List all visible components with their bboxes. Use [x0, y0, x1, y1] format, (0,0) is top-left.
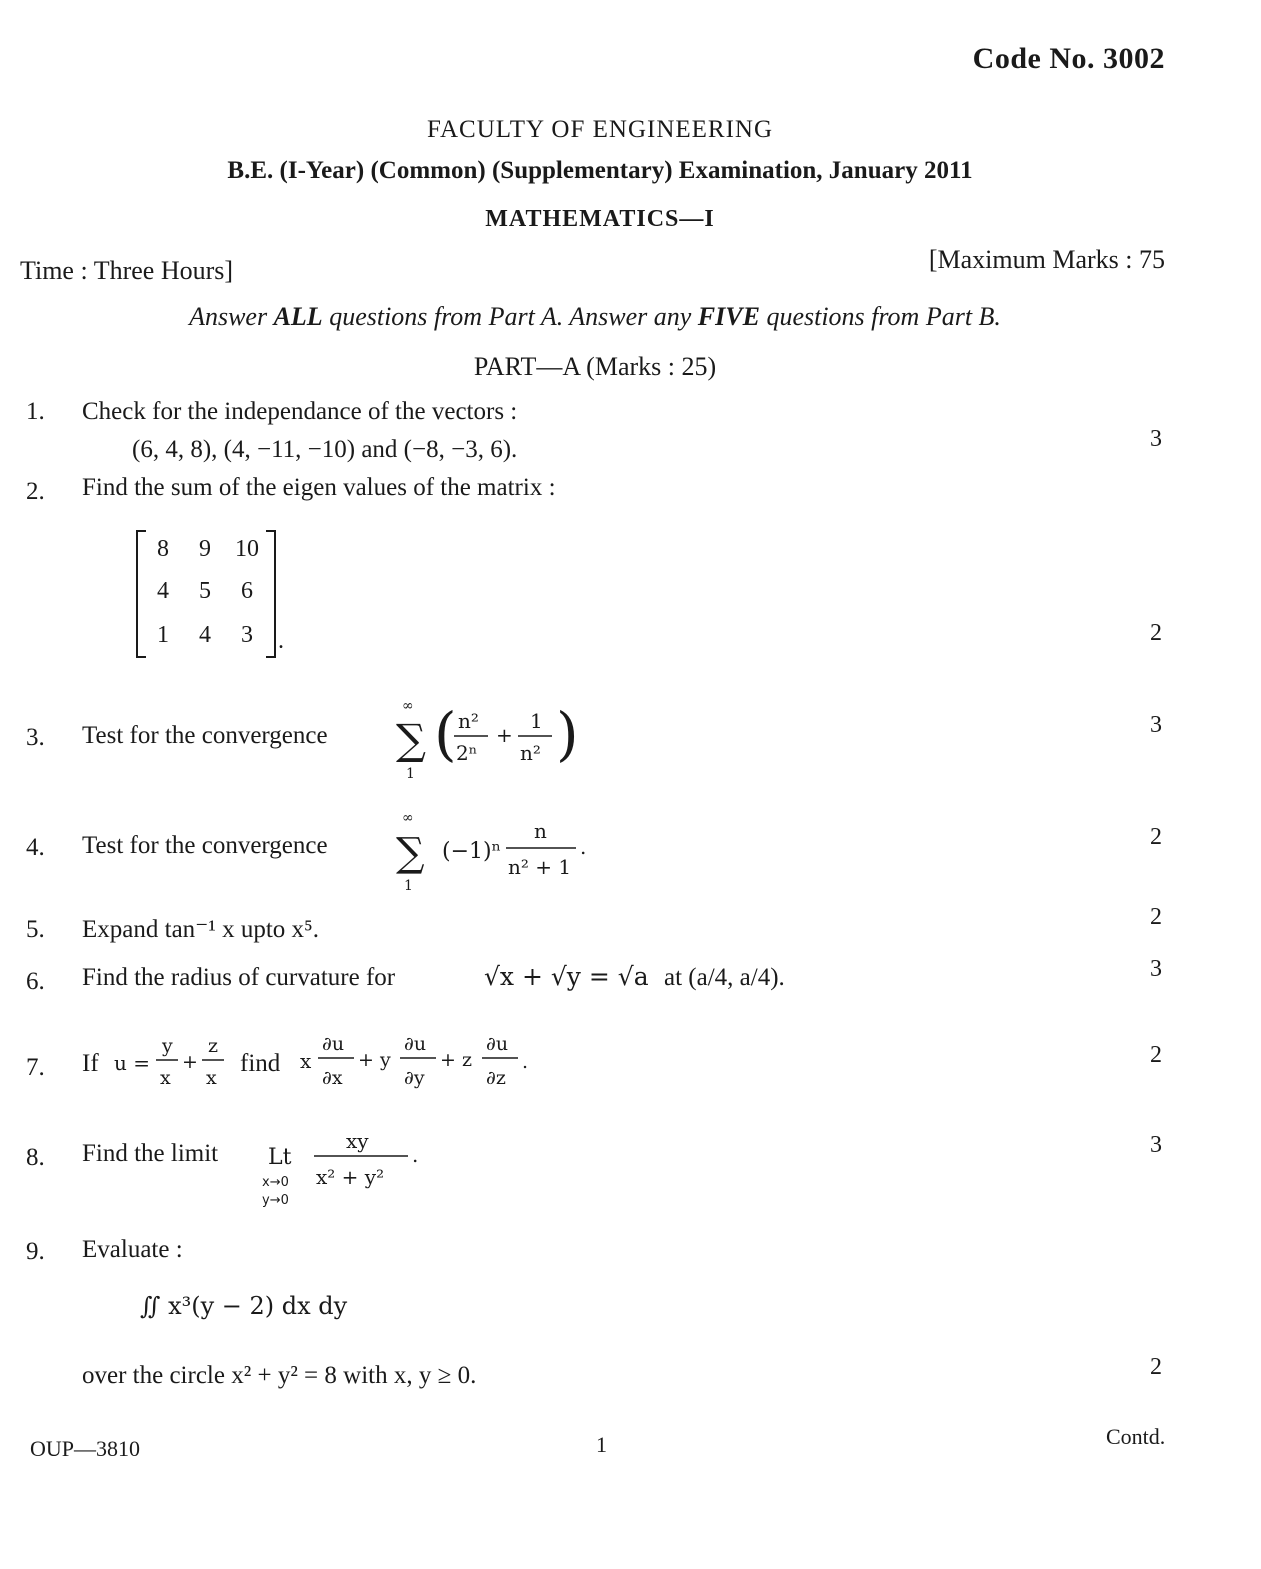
question-number: 3. — [26, 724, 45, 751]
svg-text:+: + — [182, 1051, 198, 1073]
euler-operator-graphic — [300, 1028, 540, 1096]
marks: 3 — [1150, 956, 1162, 982]
svg-text:.: . — [522, 1051, 529, 1073]
svg-text:(−1)ⁿ: (−1)ⁿ — [442, 839, 502, 864]
svg-text:∂y: ∂y — [404, 1067, 425, 1089]
svg-text:(: ( — [434, 700, 457, 768]
svg-text:∑: ∑ — [396, 830, 425, 876]
svg-text:n²: n² — [458, 709, 479, 733]
subject-title: MATHEMATICS—I — [485, 206, 715, 232]
svg-text:∂u: ∂u — [404, 1033, 427, 1055]
exam-page: Code No. 3002 FACULTY OF ENGINEERING B.E. (I-Year) (Common) (Supplementary) Examination, January 2011 MATHEMATICS—I Time : Three Hours] [Maximum Marks : 75 Answer ALL questions from Part A. Answer any FIVE questions from Part B. PART—A (Marks : 25) 1. Check for the independance of the vectors : (6, 4, 8), (4, −11, −10) and (−8, −3, 6). 3 2. Find the sum of the eigen values of the matrix : 8 9 10 4 5 6 1 4 3 . 2 3. Test for the convergence ∞ ∑ 1 ( n² 2ⁿ + 1 n² ) 3 4. Test for the convergence ∞ ∑ 1 (−1)ⁿ n n² + 1 . 2 5. Expand tan⁻¹ x upto x⁵. 2 6. Find the radius of curvature for √x + √y = √a at (a/4, a/4). 3 7. If u = y x + z x find x ∂u ∂x + y ∂u ∂y + z ∂u ∂z . 2 8. Find the limit Lt x→0 y→0 xy x² + y² . 3 9. Evaluate : ∬ x³(y − 2) dx dy over the circle x² + y² = 8 with x, y ≥ 0. 2 OUP—3810 1 Contd. — [0, 0, 1261, 1569]
svg-text:1: 1 — [406, 766, 415, 782]
question-number: 9. — [26, 1238, 45, 1265]
svg-text:+ y: + y — [358, 1049, 391, 1071]
marks: 2 — [1150, 904, 1162, 930]
svg-text:.: . — [412, 1143, 419, 1167]
marks: 3 — [1150, 426, 1162, 452]
svg-text:z: z — [208, 1035, 219, 1057]
question-number: 5. — [26, 916, 45, 943]
svg-text:n² + 1: n² + 1 — [508, 855, 572, 879]
double-integral: ∬ x³(y − 2) dx dy — [140, 1292, 348, 1320]
curve-formula: √x + √y = √a — [484, 962, 649, 991]
svg-text:+ z: + z — [440, 1049, 472, 1071]
svg-text:∂u: ∂u — [322, 1033, 345, 1055]
svg-text:y: y — [162, 1035, 173, 1057]
svg-text:1: 1 — [404, 878, 413, 894]
svg-text:Lt: Lt — [268, 1145, 292, 1170]
page-number: 1 — [596, 1432, 607, 1457]
matrix-bracket-left — [136, 530, 146, 658]
marks: 3 — [1150, 1132, 1162, 1158]
u-fraction-graphic — [114, 1030, 234, 1096]
limit-formula — [262, 1124, 432, 1219]
marks: 2 — [1150, 620, 1162, 646]
svg-text:u =: u = — [114, 1051, 150, 1075]
matrix-cell: 4 — [199, 622, 211, 648]
question-text: Test for the convergence — [82, 722, 328, 749]
svg-text:2ⁿ: 2ⁿ — [456, 741, 478, 765]
matrix-cell: 1 — [157, 622, 169, 648]
max-marks-label: [Maximum Marks : 75 — [928, 245, 1165, 274]
question-number: 4. — [26, 834, 45, 861]
question-subtext: (6, 4, 8), (4, −11, −10) and (−8, −3, 6). — [132, 436, 518, 463]
question-number: 2. — [26, 478, 45, 505]
question-number: 6. — [26, 968, 45, 995]
question-text: Test for the convergence — [82, 832, 328, 859]
question-text: Find the sum of the eigen values of the matrix : — [82, 474, 556, 501]
question-tail: at (a/4, a/4). — [664, 964, 785, 991]
question-number: 7. — [26, 1054, 45, 1081]
partial-derivative-formula — [300, 1028, 540, 1101]
question-text: Evaluate : — [82, 1236, 183, 1263]
matrix-cell: 4 — [157, 578, 169, 604]
sigma-series-graphic — [396, 696, 586, 782]
svg-text:x: x — [206, 1067, 217, 1089]
svg-text:n: n — [534, 819, 547, 843]
marks: 3 — [1150, 712, 1162, 738]
part-heading: PART—A (Marks : 25) — [473, 352, 717, 381]
question-tail: over the circle x² + y² = 8 with x, y ≥ 0. — [82, 1362, 477, 1389]
u-definition-formula — [114, 1030, 234, 1101]
alternating-series-graphic — [396, 808, 606, 898]
exam-title: B.E. (I-Year) (Common) (Supplementary) Examination, January 2011 — [227, 157, 973, 184]
instructions: Answer ALL questions from Part A. Answer any FIVE questions from Part B. — [189, 302, 1001, 331]
matrix-cell: 8 — [157, 536, 169, 562]
marks: 2 — [1150, 1042, 1162, 1068]
svg-text:x: x — [300, 1049, 312, 1073]
continued-label: Contd. — [1106, 1424, 1166, 1449]
code-number: Code No. 3002 — [972, 42, 1165, 75]
svg-text:∑: ∑ — [396, 715, 426, 764]
limit-graphic — [262, 1124, 432, 1214]
series-formula — [396, 808, 606, 903]
svg-text:1: 1 — [530, 709, 543, 733]
svg-text:∂x: ∂x — [322, 1067, 343, 1089]
footer-code: OUP—3810 — [30, 1436, 141, 1461]
series-formula — [396, 696, 586, 787]
faculty-title: FACULTY OF ENGINEERING — [426, 116, 774, 143]
svg-text:.: . — [580, 835, 587, 859]
svg-text:∂z: ∂z — [486, 1067, 506, 1089]
svg-text:x² + y²: x² + y² — [316, 1165, 385, 1189]
question-mid: find — [240, 1050, 281, 1077]
question-number: 8. — [26, 1144, 45, 1171]
svg-text:): ) — [556, 700, 579, 768]
marks: 2 — [1150, 824, 1162, 850]
matrix — [136, 530, 276, 656]
question-text: Find the radius of curvature for — [82, 964, 396, 991]
matrix-bracket-right — [266, 530, 276, 658]
svg-text:+: + — [496, 723, 513, 747]
question-text: Check for the independance of the vectors : — [82, 398, 518, 425]
svg-text:n²: n² — [520, 741, 541, 765]
question-text: Find the limit — [82, 1140, 219, 1167]
svg-text:x: x — [160, 1067, 171, 1089]
svg-text:∞: ∞ — [402, 810, 414, 826]
time-label: Time : Three Hours] — [20, 256, 234, 285]
marks: 2 — [1150, 1354, 1162, 1380]
matrix-cell: 10 — [235, 536, 259, 562]
question-text: Expand tan⁻¹ x upto x⁵. — [82, 916, 320, 943]
question-number: 1. — [26, 398, 45, 425]
svg-text:∂u: ∂u — [486, 1033, 509, 1055]
svg-text:xy: xy — [346, 1129, 369, 1153]
question-text: If — [82, 1050, 99, 1077]
svg-text:x→0: x→0 — [262, 1175, 289, 1190]
svg-text:∞: ∞ — [402, 698, 414, 714]
matrix-cell: 6 — [241, 578, 253, 604]
matrix-cell: 3 — [241, 622, 253, 648]
matrix-cell: 9 — [199, 536, 211, 562]
svg-text:y→0: y→0 — [262, 1193, 289, 1208]
matrix-cell: 5 — [199, 578, 211, 604]
